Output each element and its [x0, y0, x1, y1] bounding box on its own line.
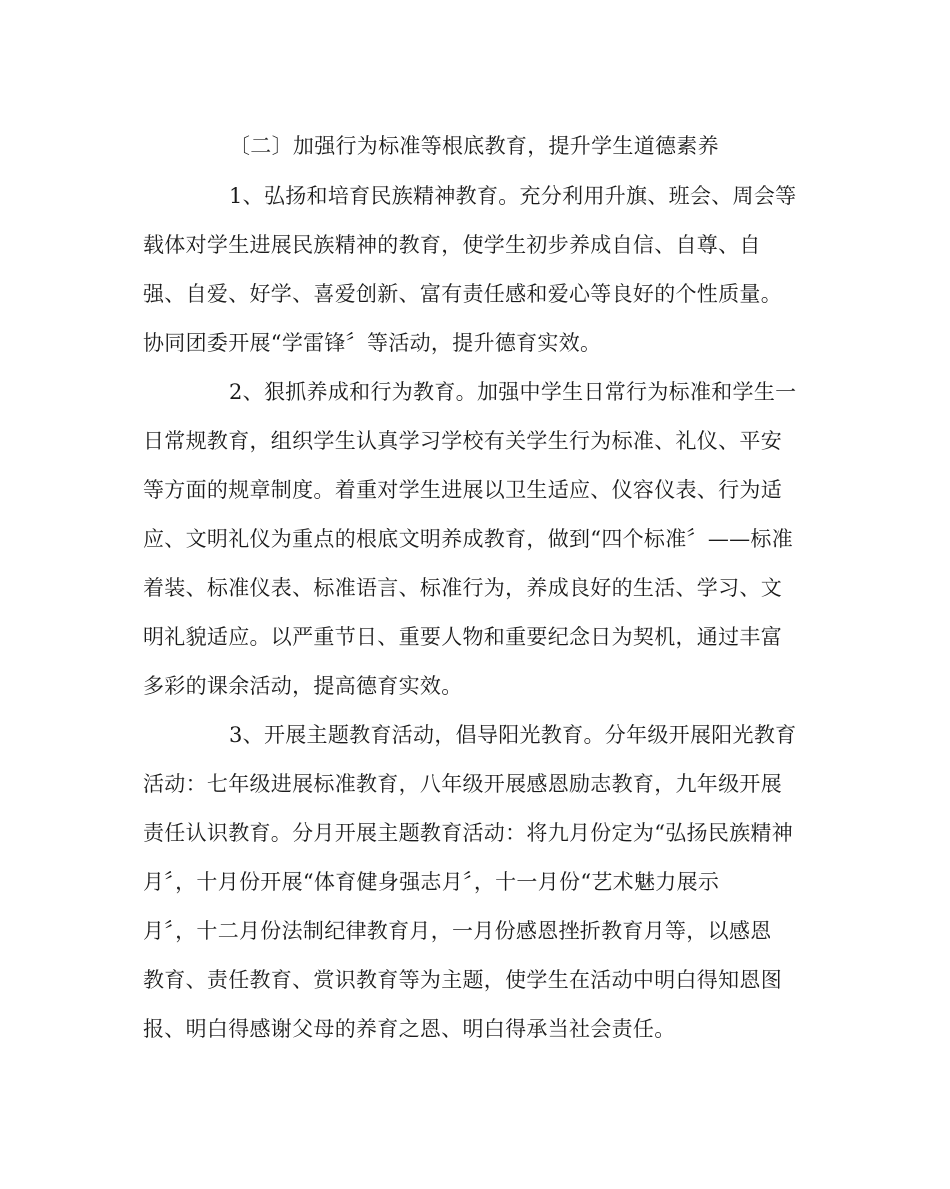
paragraph-line: 日常规教育，组织学生认真学习学校有关学生行为标准、礼仪、平安: [143, 429, 782, 453]
section-heading: 〔二〕加强行为标准等根底教育，提升学生道德素养: [229, 134, 719, 158]
paragraph-line: 多彩的课余活动，提高德育实效。: [143, 674, 463, 698]
paragraph-line: 活动：七年级进展标准教育，八年级开展感恩励志教育，九年级开展: [143, 772, 782, 796]
paragraph-line: 应、文明礼仪为重点的根底文明养成教育，做到“四个标准〞——标准: [143, 527, 794, 551]
paragraph-line: 月〞，十二月份法制纪律教育月，一月份感恩挫折教育月等，以感恩: [143, 919, 772, 943]
paragraph-line: 协同团委开展“学雷锋〞等活动，提升德育实效。: [143, 331, 602, 355]
paragraph-line: 强、自爱、好学、喜爱创新、富有责任感和爱心等良好的个性质量。: [143, 282, 782, 306]
paragraph-line: 1、弘扬和培育民族精神教育。充分利用升旗、班会、周会等: [229, 184, 797, 208]
paragraph-line: 3、开展主题教育活动，倡导阳光教育。分年级开展阳光教育: [229, 723, 797, 747]
paragraph-line: 明礼貌适应。以严重节日、重要人物和重要纪念日为契机，通过丰富: [143, 625, 782, 649]
paragraph-line: 月〞，十月份开展“体育健身强志月〞，十一月份“艺术魅力展示: [143, 870, 720, 894]
paragraph-line: 2、狠抓养成和行为教育。加强中学生日常行为标准和学生一: [229, 380, 797, 404]
paragraph-line: 载体对学生进展民族精神的教育，使学生初步养成自信、自尊、自: [143, 233, 761, 257]
paragraph-line: 报、明白得感谢父母的养育之恩、明白得承当社会责任。: [143, 1017, 676, 1041]
paragraph-line: 责任认识教育。分月开展主题教育活动：将九月份定为“弘扬民族精神: [143, 821, 794, 845]
paragraph-line: 教育、责任教育、赏识教育等为主题，使学生在活动中明白得知恩图: [143, 968, 782, 992]
paragraph-line: 等方面的规章制度。着重对学生进展以卫生适应、仪容仪表、行为适: [143, 478, 782, 502]
paragraph-line: 着装、标准仪表、标准语言、标准行为，养成良好的生活、学习、文: [143, 576, 782, 600]
